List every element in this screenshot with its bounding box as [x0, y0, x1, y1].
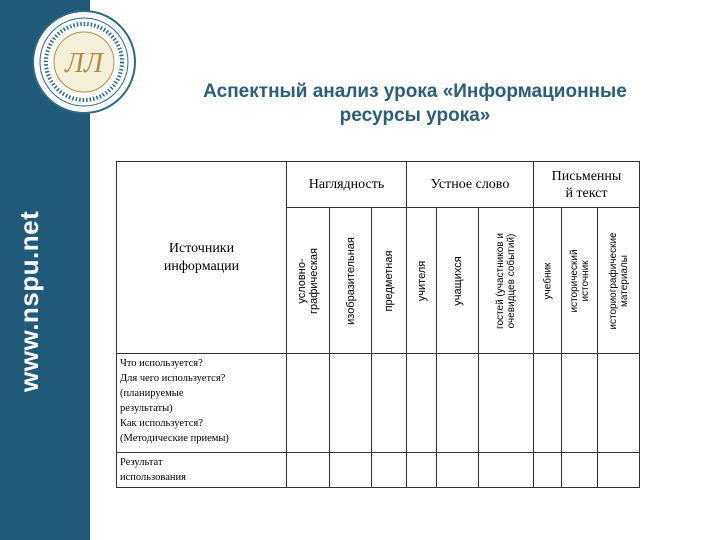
question-line-4: результаты)	[120, 403, 173, 414]
empty-cell	[598, 453, 640, 488]
empty-cell	[330, 453, 372, 488]
sources-header-line-2: информации	[163, 258, 240, 274]
empty-cell	[534, 453, 562, 488]
col-historiographic-line-2: материалы	[618, 254, 630, 307]
result-line-2: использования	[120, 472, 186, 483]
title-line-1: Аспектный анализ урока «Информационные	[203, 81, 627, 102]
col-guests-label	[495, 233, 517, 329]
col-hist-source-line-2: источник	[579, 259, 591, 302]
slide-title	[140, 80, 690, 128]
analysis-table	[116, 161, 640, 488]
questions-cell	[117, 354, 287, 453]
sources-header-cell	[117, 162, 287, 354]
empty-cell	[437, 453, 479, 488]
result-line-1: Результат	[120, 457, 163, 468]
col-historiographic	[598, 208, 640, 354]
col-hist-source-label	[569, 249, 591, 312]
col-pictorial	[330, 208, 372, 354]
question-line-3: (планируемые	[120, 388, 184, 399]
group-oral	[407, 162, 534, 208]
empty-cell	[437, 354, 479, 453]
col-symbolic-label	[296, 248, 320, 314]
col-object	[372, 208, 407, 354]
empty-cell	[287, 453, 330, 488]
group-written-line-2: й текст	[565, 185, 608, 201]
group-visual	[287, 162, 407, 208]
empty-cell	[534, 354, 562, 453]
university-seal-logo	[30, 8, 138, 116]
sources-header-line-1: Источники	[168, 240, 235, 256]
svg-text:ЛЛ: ЛЛ	[65, 48, 103, 79]
col-teacher-label: учителя	[415, 260, 428, 301]
empty-cell	[598, 354, 640, 453]
col-teacher	[407, 208, 437, 354]
col-hist-source	[562, 208, 598, 354]
group-oral-label: Устное слово	[430, 177, 510, 192]
question-line-1: Что используется?	[120, 358, 203, 369]
col-hist-source-line-1: исторический	[568, 248, 580, 313]
empty-cell	[330, 354, 372, 453]
col-historiographic-label	[608, 232, 630, 329]
site-url: www.nspu.net	[14, 210, 44, 392]
empty-cell	[562, 453, 598, 488]
col-pictorial-label: изобразительная	[344, 236, 357, 325]
group-written-line-1: Письменны	[551, 168, 622, 184]
col-textbook	[534, 208, 562, 354]
col-symbolic-line-2: графическая	[308, 247, 320, 314]
col-textbook-label: учебник	[542, 262, 553, 299]
col-students	[437, 208, 479, 354]
col-students-label: учащихся	[451, 255, 464, 306]
empty-cell	[407, 453, 437, 488]
empty-cell	[479, 354, 534, 453]
col-historiographic-line-1: историографические	[607, 231, 619, 330]
question-line-2: Для чего используется?	[120, 373, 226, 384]
col-object-label: предметная	[383, 250, 395, 311]
question-line-6: (Методические приемы)	[120, 433, 229, 444]
title-line-2: ресурсы урока»	[339, 105, 491, 126]
group-visual-label: Наглядность	[308, 177, 385, 192]
empty-cell	[407, 354, 437, 453]
group-written	[534, 162, 640, 208]
result-cell	[117, 453, 287, 488]
col-symbolic-line-1: условно-	[296, 257, 308, 304]
col-guests-line-1: гостей (участников и	[495, 232, 506, 329]
col-guests	[479, 208, 534, 354]
col-symbolic	[287, 208, 330, 354]
col-guests-line-2: очевидцев событий)	[506, 233, 517, 328]
empty-cell	[372, 354, 407, 453]
empty-cell	[562, 354, 598, 453]
empty-cell	[372, 453, 407, 488]
empty-cell	[287, 354, 330, 453]
question-line-5: Как используется?	[120, 418, 203, 429]
empty-cell	[479, 453, 534, 488]
